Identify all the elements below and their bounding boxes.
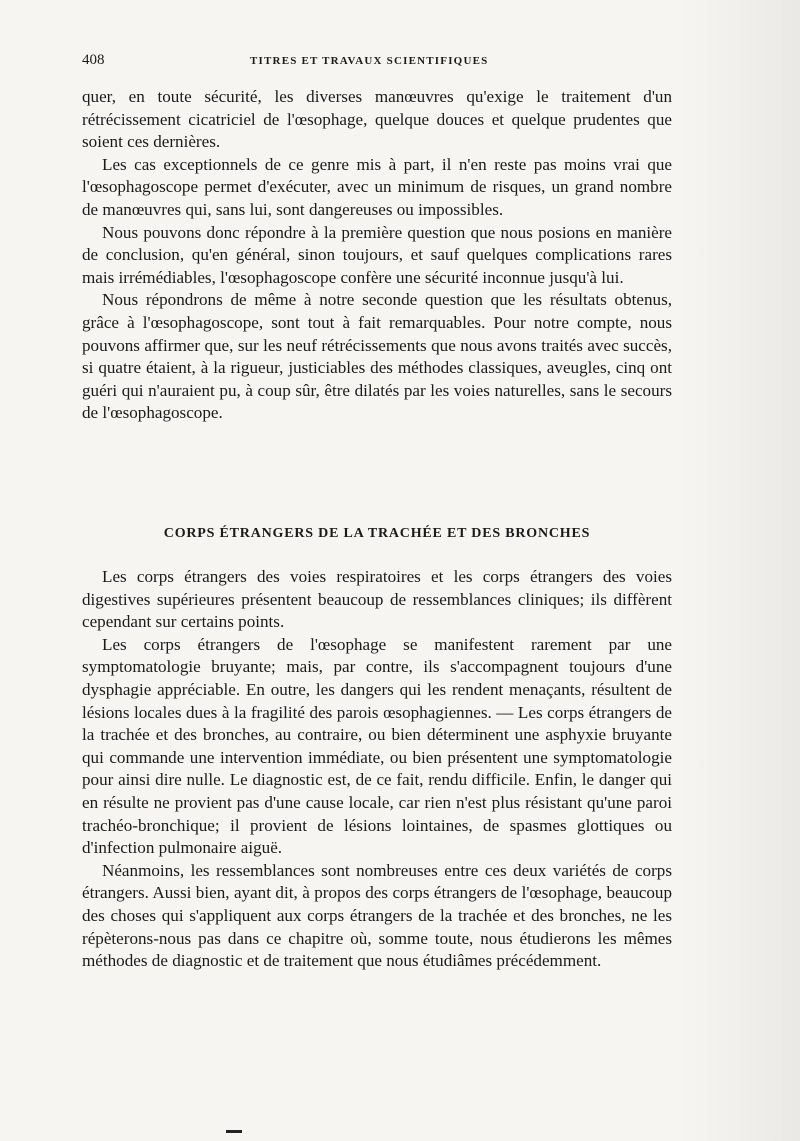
page-header — [82, 52, 672, 72]
paragraph: Les cas exceptionnels de ce genre mis à part, il n'en reste pas moins vrai que l'œsophagoscope permet d'exécuter, avec un minimum de risques, un grand nombre de manœuvres qui, sans lui, sont dangereuses ou impossibles. — [82, 154, 672, 219]
body-text-top — [82, 86, 672, 425]
paragraph: Nous pouvons donc répondre à la première question que nous posions en manière de conclusion, qu'en général, sinon toujours, et sauf quelques complications rares mais irrémédiables, l'œsophagoscope confère une sécurité inconnue jusqu'à lui. — [82, 222, 672, 287]
section-heading: CORPS ÉTRANGERS DE LA TRACHÉE ET DES BRONCHES — [163, 526, 591, 541]
paragraph: Les corps étrangers de l'œsophage se manifestent rarement par une symptomatologie bruyante; mais, par contre, ils s'accompagnent toujours d'une dysphagie appréciable. En outre, les dangers qui les rendent menaçants, résultent de lésions locales dues à la fragilité des parois œsophagiennes. — Les corps étrangers de la trachée et des bronches, au contraire, ou bien déterminent une asphyxie bruyante qui commande une intervention immédiate, ou bien présentent une symptomatologie pour ainsi dire nulle. Le diagnostic est, de ce fait, rendu difficile. Enfin, le danger qui en résulte ne provient pas d'une cause locale, car rien n'est plus résistant qu'une paroi trachéo-bronchique; il provient de lésions lointaines, de spasmes glottiques ou d'infection pulmonaire aiguë. — [82, 634, 672, 858]
running-title: TITRES ET TRAVAUX SCIENTIFIQUES — [250, 55, 489, 67]
page-shadow — [680, 0, 800, 1141]
page-number: 408 — [82, 52, 105, 68]
paragraph: Néanmoins, les ressemblances sont nombreuses entre ces deux variétés de corps étrangers. Aussi bien, ayant dit, à propos des corps étrangers de l'œsophage, beaucoup des choses qui s'appliquent aux corps étrangers de la trachée et des bronches, ne les répèterons-nous pas dans ce chapitre où, somme toute, nous étudierons les mêmes méthodes de diagnostic et de traitement que nous étudiâmes précédemment. — [82, 860, 672, 971]
paragraph: Les corps étrangers des voies respiratoires et les corps étrangers des voies digestives supérieures présentent beaucoup de ressemblances cliniques; ils diffèrent cependant sur certains points. — [82, 567, 672, 632]
page-mark — [226, 1130, 242, 1133]
paragraph-continuation: quer, en toute sécurité, les diverses manœuvres qu'exige le traitement d'un rétrécissement cicatriciel de l'œsophage, quelque douces et quelque prudentes que soient ces dernières. — [82, 87, 672, 152]
body-text-bottom — [82, 566, 672, 973]
paragraph: Nous répondrons de même à notre seconde question que les résultats obtenus, grâce à l'œsophagoscope, sont tout à fait remarquables. Pour notre compte, nous pouvons affirmer que, sur les neuf rétrécissements que nous avons traités avec succès, si quatre étaient, à la rigueur, justiciables des méthodes classiques, aveugles, cinq ont guéri qui n'auraient pu, à coup sûr, être dilatés par les voies naturelles, sans le secours de l'œsophagoscope. — [82, 290, 672, 423]
